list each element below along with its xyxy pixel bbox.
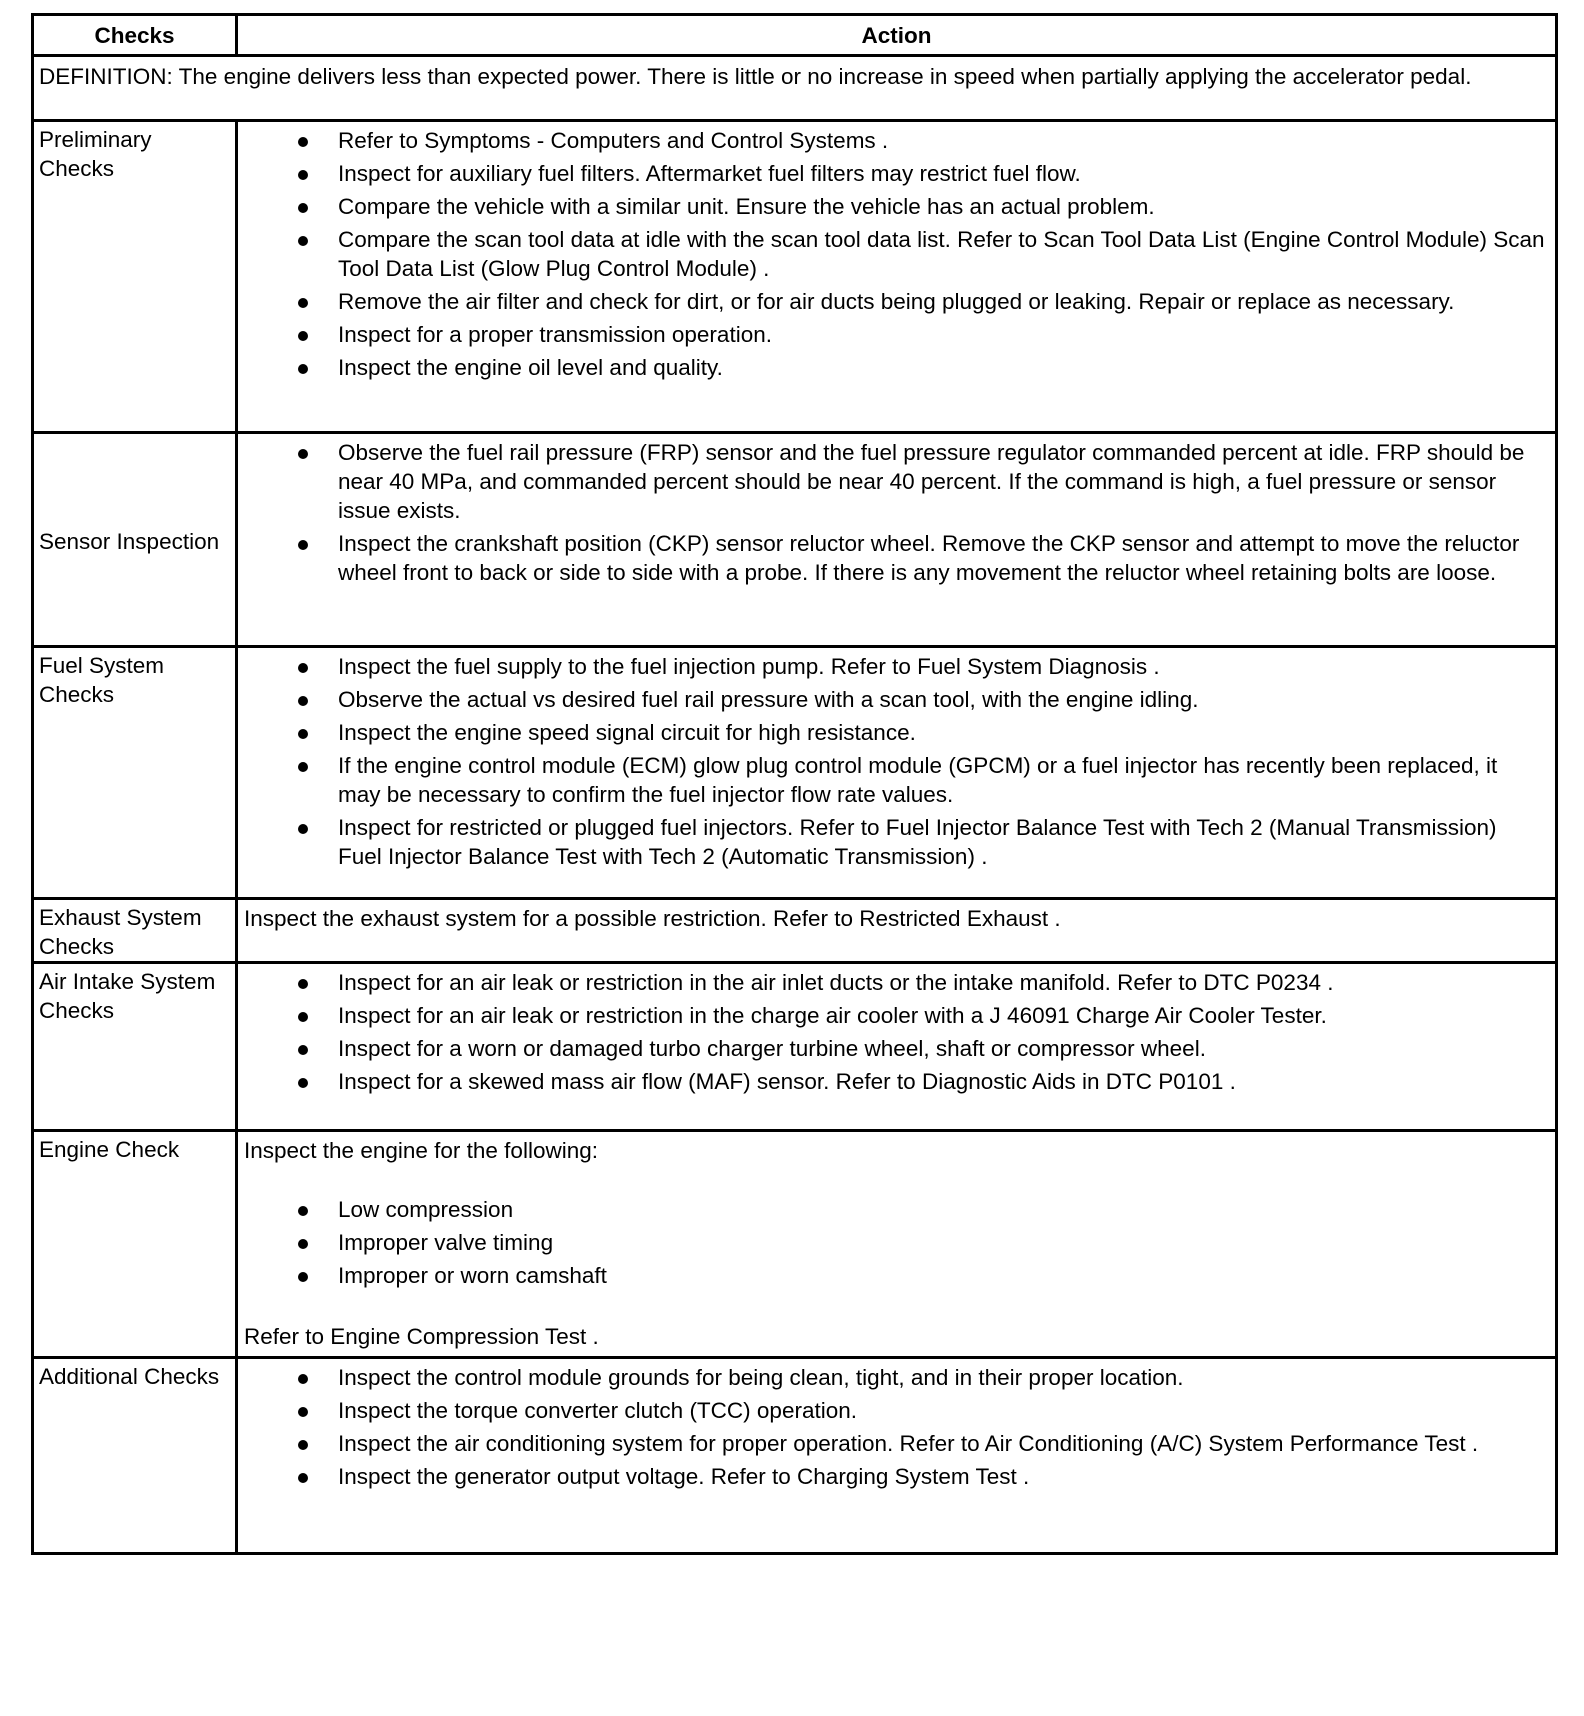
bullet-list xyxy=(244,968,1545,1096)
check-label-exhaust: Exhaust System Checks xyxy=(33,899,237,963)
bullet-icon xyxy=(298,170,308,180)
action-cell-air-intake xyxy=(237,963,1557,1131)
table-row-fuel xyxy=(33,647,1557,899)
list-item: Improper or worn camshaft xyxy=(244,1261,1545,1290)
check-label-preliminary: Preliminary Checks xyxy=(33,121,237,433)
bullet-icon xyxy=(298,696,308,706)
bullet-list xyxy=(244,126,1545,382)
list-item: Inspect for a proper transmission operation. xyxy=(244,320,1545,349)
check-label-sensor: Sensor Inspection xyxy=(33,433,237,647)
engine-intro-text: Inspect the engine for the following: xyxy=(244,1138,598,1163)
list-item: Inspect for an air leak or restriction in the charge air cooler with a J 46091 Charge Air Cooler Tester. xyxy=(244,1001,1545,1030)
table-row-exhaust xyxy=(33,899,1557,963)
bullet-icon xyxy=(298,203,308,213)
action-cell-fuel xyxy=(237,647,1557,899)
header-row xyxy=(33,15,1557,56)
list-item: Inspect for a skewed mass air flow (MAF) sensor. Refer to Diagnostic Aids in DTC P0101 . xyxy=(244,1067,1545,1096)
engine-outro-text: Refer to Engine Compression Test . xyxy=(244,1324,599,1349)
list-item: Inspect the engine oil level and quality. xyxy=(244,353,1545,382)
bullet-icon xyxy=(298,1206,308,1216)
list-item: Inspect for restricted or plugged fuel injectors. Refer to Fuel Injector Balance Test with Tech 2 (Manual Transmission) Fuel Injector Balance Test with Tech 2 (Automatic Transmission) . xyxy=(244,813,1545,871)
bullet-icon xyxy=(298,729,308,739)
bullet-icon xyxy=(298,1272,308,1282)
bullet-icon xyxy=(298,1473,308,1483)
table-row-preliminary xyxy=(33,121,1557,433)
list-item: Inspect the air conditioning system for proper operation. Refer to Air Conditioning (A/C) System Performance Test . xyxy=(244,1429,1545,1458)
table-row-engine xyxy=(33,1131,1557,1358)
list-item: Inspect the engine speed signal circuit for high resistance. xyxy=(244,718,1545,747)
header-checks: Checks xyxy=(33,15,237,56)
definition-row xyxy=(33,56,1557,121)
action-cell-additional xyxy=(237,1358,1557,1554)
check-label-additional: Additional Checks xyxy=(33,1358,237,1554)
bullet-icon xyxy=(298,1239,308,1249)
bullet-list xyxy=(244,438,1545,587)
bullet-icon xyxy=(298,137,308,147)
bullet-list xyxy=(244,1195,1545,1290)
list-item: Inspect the torque converter clutch (TCC) operation. xyxy=(244,1396,1545,1425)
spacer xyxy=(244,1165,1545,1195)
check-label-fuel: Fuel System Checks xyxy=(33,647,237,899)
list-item: Remove the air filter and check for dirt, or for air ducts being plugged or leaking. Repair or replace as necessary. xyxy=(244,287,1545,316)
list-item: Compare the scan tool data at idle with the scan tool data list. Refer to Scan Tool Data List (Engine Control Module) Scan Tool Data List (Glow Plug Control Module) . xyxy=(244,225,1545,283)
action-cell-sensor xyxy=(237,433,1557,647)
spacer xyxy=(244,1294,1545,1322)
bullet-icon xyxy=(298,979,308,989)
list-item: Observe the fuel rail pressure (FRP) sensor and the fuel pressure regulator commanded percent at idle. FRP should be near 40 MPa, and commanded percent should be near 40 percent. If the command is high, a fuel pressure or sensor issue exists. xyxy=(244,438,1545,525)
bullet-icon xyxy=(298,663,308,673)
list-item: Inspect the crankshaft position (CKP) sensor reluctor wheel. Remove the CKP sensor and attempt to move the reluctor wheel front to back or side to side with a probe. If there is any movement the reluctor wheel retaining bolts are loose. xyxy=(244,529,1545,587)
list-item: Inspect for an air leak or restriction in the air inlet ducts or the intake manifold. Refer to DTC P0234 . xyxy=(244,968,1545,997)
bullet-icon xyxy=(298,540,308,550)
table-row-sensor xyxy=(33,433,1557,647)
bullet-icon xyxy=(298,824,308,834)
table-row-additional xyxy=(33,1358,1557,1554)
bullet-icon xyxy=(298,236,308,246)
list-item: Refer to Symptoms - Computers and Control Systems . xyxy=(244,126,1545,155)
bullet-icon xyxy=(298,1045,308,1055)
list-item: Inspect the control module grounds for being clean, tight, and in their proper location. xyxy=(244,1363,1545,1392)
list-item: Compare the vehicle with a similar unit. Ensure the vehicle has an actual problem. xyxy=(244,192,1545,221)
list-item: Improper valve timing xyxy=(244,1228,1545,1257)
bullet-icon xyxy=(298,449,308,459)
list-item: Inspect for auxiliary fuel filters. Aftermarket fuel filters may restrict fuel flow. xyxy=(244,159,1545,188)
list-item: Observe the actual vs desired fuel rail pressure with a scan tool, with the engine idling. xyxy=(244,685,1545,714)
action-cell-preliminary xyxy=(237,121,1557,433)
action-cell-engine xyxy=(237,1131,1557,1358)
bullet-list xyxy=(244,652,1545,871)
header-action: Action xyxy=(237,15,1557,56)
list-item: Inspect the generator output voltage. Refer to Charging System Test . xyxy=(244,1462,1545,1491)
bullet-icon xyxy=(298,364,308,374)
bullet-icon xyxy=(298,1374,308,1384)
bullet-icon xyxy=(298,1440,308,1450)
bullet-icon xyxy=(298,1078,308,1088)
definition-text: DEFINITION: The engine delivers less than expected power. There is little or no increase in speed when partially applying the accelerator pedal. xyxy=(33,56,1557,121)
bullet-icon xyxy=(298,1407,308,1417)
bullet-icon xyxy=(298,762,308,772)
list-item: Inspect for a worn or damaged turbo charger turbine wheel, shaft or compressor wheel. xyxy=(244,1034,1545,1063)
bullet-icon xyxy=(298,331,308,341)
bullet-icon xyxy=(298,298,308,308)
list-item: Low compression xyxy=(244,1195,1545,1224)
table-row-air-intake xyxy=(33,963,1557,1131)
check-label-engine: Engine Check xyxy=(33,1131,237,1358)
bullet-list xyxy=(244,1363,1545,1491)
list-item: If the engine control module (ECM) glow plug control module (GPCM) or a fuel injector has recently been replaced, it may be necessary to confirm the fuel injector flow rate values. xyxy=(244,751,1545,809)
list-item: Inspect the fuel supply to the fuel injection pump. Refer to Fuel System Diagnosis . xyxy=(244,652,1545,681)
bullet-icon xyxy=(298,1012,308,1022)
check-label-air-intake: Air Intake System Checks xyxy=(33,963,237,1131)
diagnostic-table xyxy=(31,13,1558,1555)
action-text-exhaust: Inspect the exhaust system for a possible restriction. Refer to Restricted Exhaust . xyxy=(237,899,1557,963)
